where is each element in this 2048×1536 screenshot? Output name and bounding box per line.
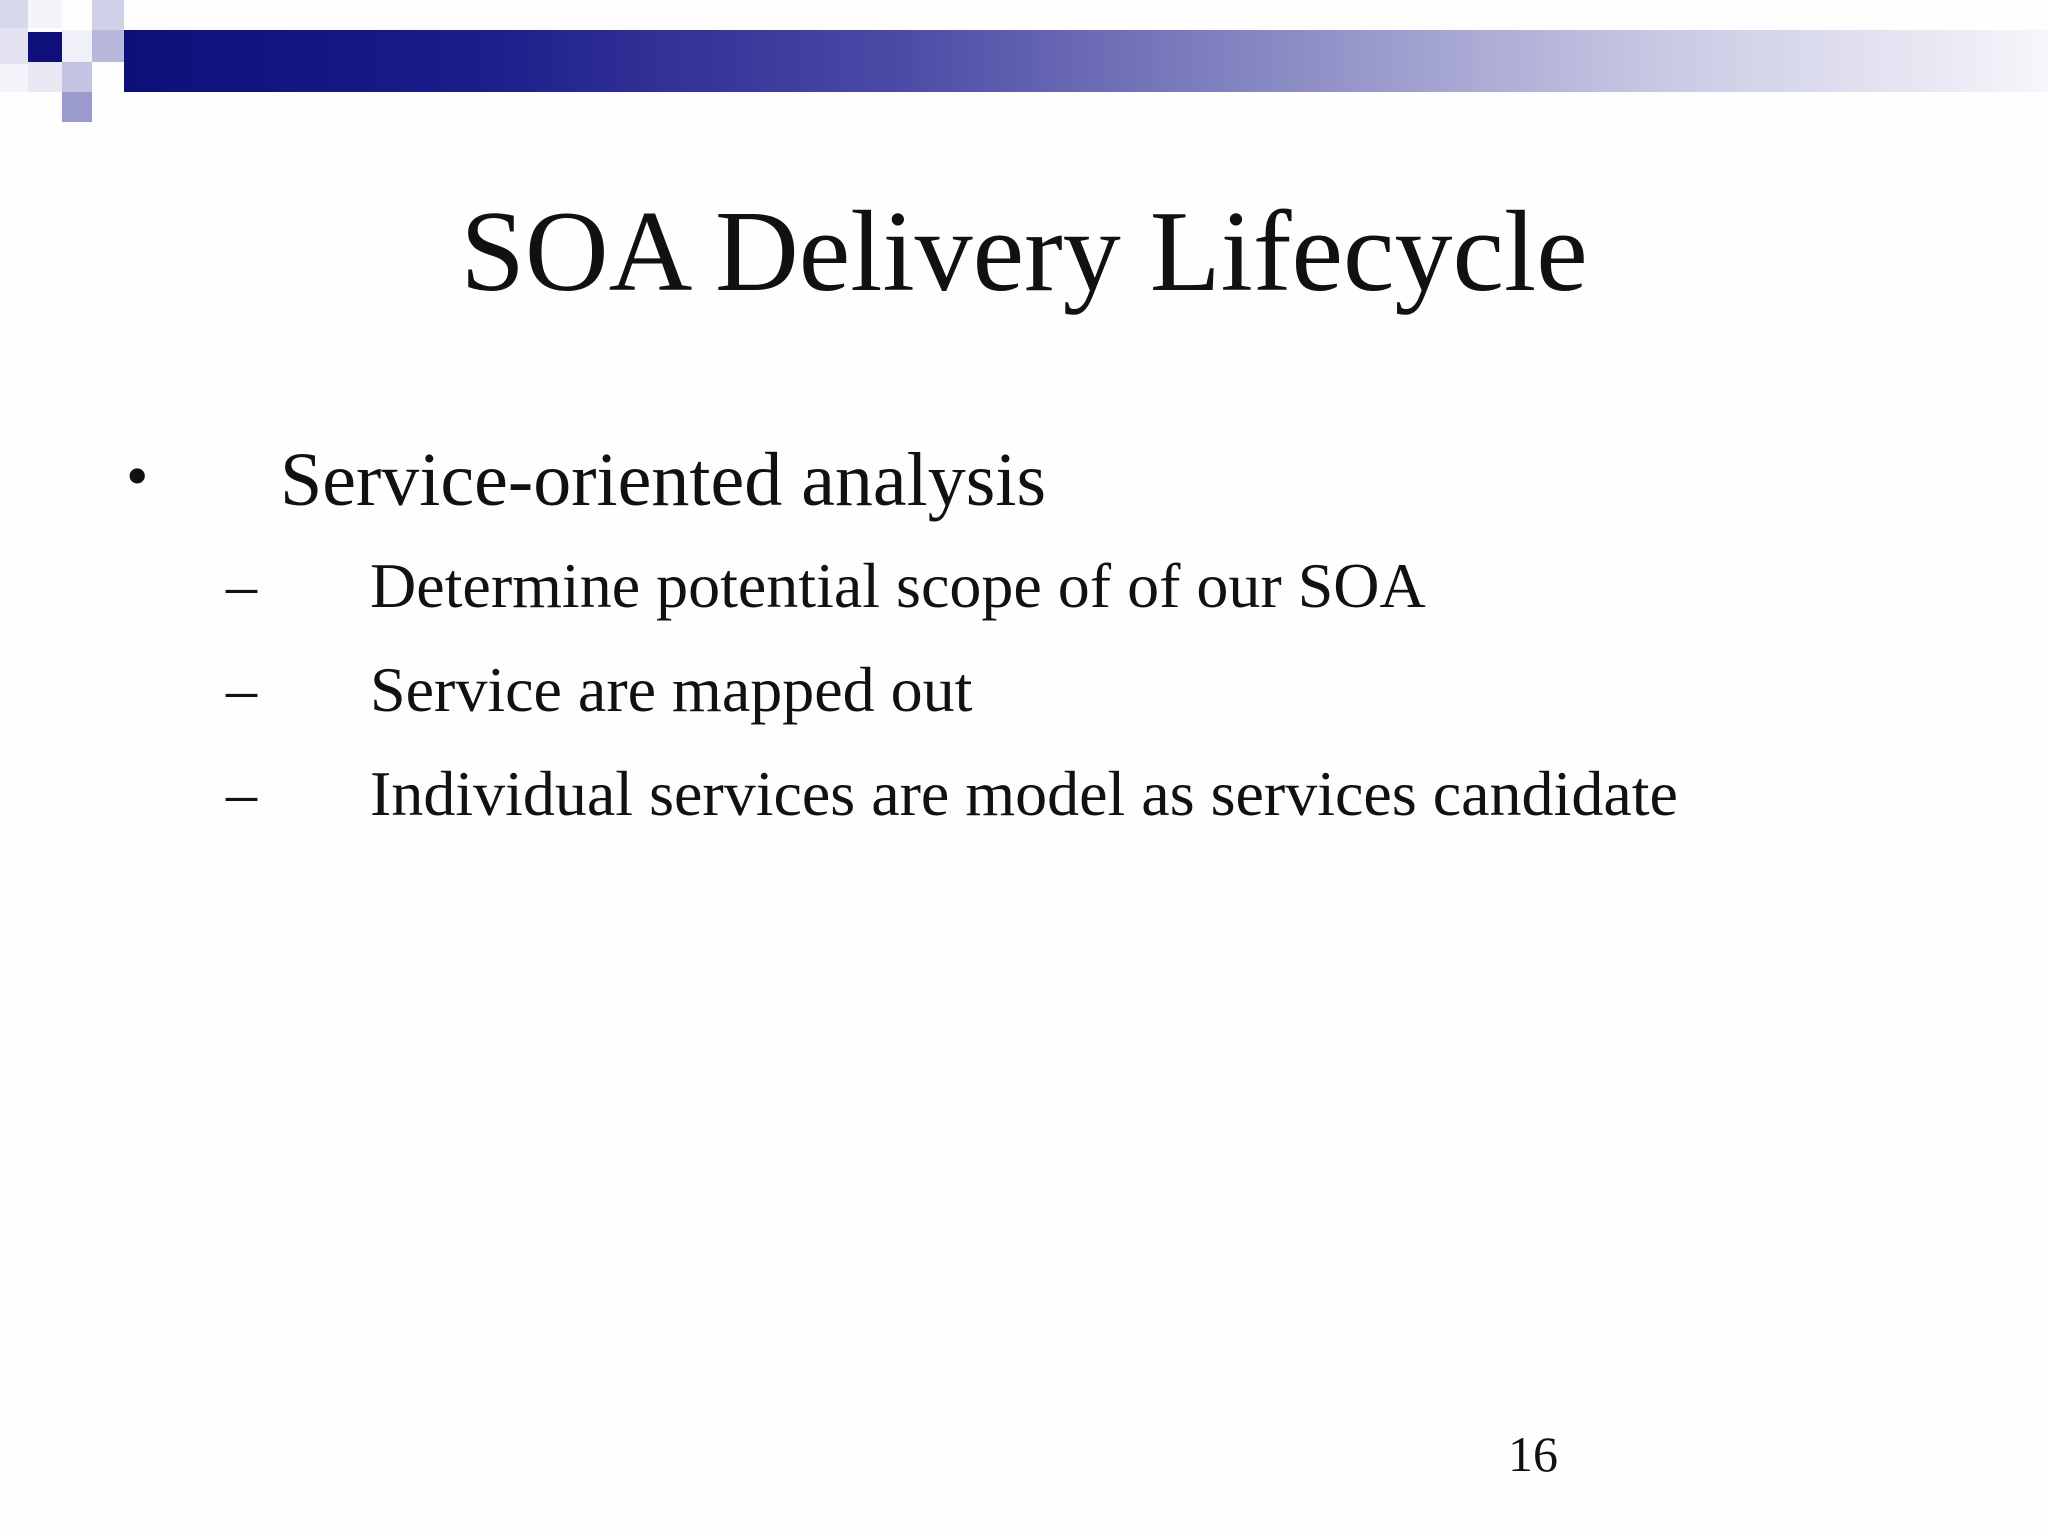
header-square-decoration xyxy=(28,32,62,62)
header-square-decoration xyxy=(0,0,28,28)
header-square-decoration xyxy=(62,92,92,122)
sub-bullet-marker: – xyxy=(226,552,257,620)
header-square-decoration xyxy=(28,0,62,28)
sub-bullet-text: Determine potential scope of of our SOA xyxy=(370,550,1426,621)
page-number: 16 xyxy=(1508,1426,1558,1482)
header-square-decoration xyxy=(92,0,124,30)
sub-bullet-text: Individual services are model as services candidate xyxy=(370,758,1678,829)
header-gradient-band xyxy=(124,30,2048,92)
sub-bullet-marker: – xyxy=(226,760,257,828)
bullet-marker: • xyxy=(126,440,149,511)
header-square-decoration xyxy=(62,30,92,62)
slide-title: SOA Delivery Lifecycle xyxy=(460,188,1588,316)
sub-bullet-text: Service are mapped out xyxy=(370,654,973,725)
header-square-decoration xyxy=(0,28,28,64)
header-square-decoration xyxy=(92,30,124,62)
header-square-decoration xyxy=(0,64,28,92)
sub-bullet-marker: – xyxy=(226,656,257,724)
header-square-decoration xyxy=(62,62,92,92)
header-square-decoration xyxy=(28,62,62,92)
bullet-text: Service-oriented analysis xyxy=(280,438,1047,522)
